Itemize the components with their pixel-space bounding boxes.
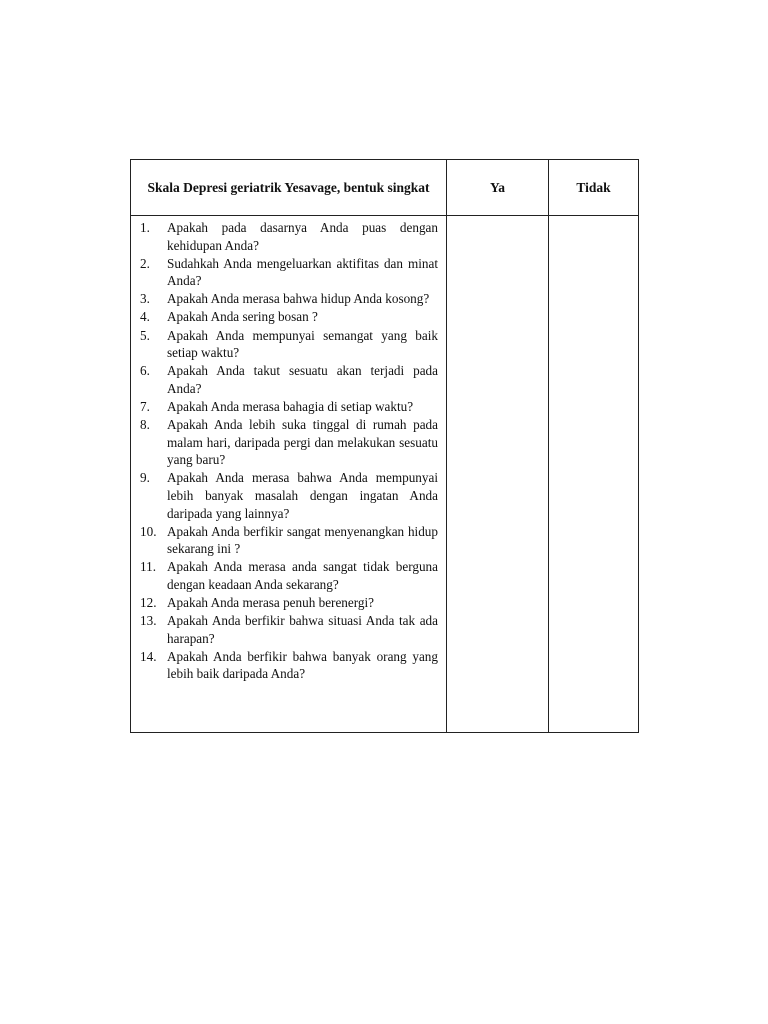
- table-header-row: [131, 160, 639, 216]
- gds-questionnaire-table: [130, 159, 639, 733]
- question-text: Apakah Anda sering bosan ?: [167, 309, 318, 325]
- header-yes: Ya: [447, 160, 549, 216]
- header-no: Tidak: [549, 160, 639, 216]
- list-item: [140, 327, 438, 362]
- list-item: [140, 362, 438, 397]
- table-body-row: [131, 216, 639, 733]
- question-number: 11.: [140, 559, 156, 575]
- question-number: 7.: [140, 398, 150, 414]
- list-item: [140, 612, 438, 647]
- list-item: [140, 648, 438, 683]
- question-number: 9.: [140, 470, 150, 486]
- list-item: [140, 416, 438, 469]
- list-item: [140, 398, 438, 416]
- question-text: Apakah Anda merasa anda sangat tidak berguna dengan keadaan Anda sekarang?: [167, 559, 438, 592]
- question-number: 13.: [140, 613, 157, 629]
- question-text: Apakah Anda merasa bahwa Anda mempunyai lebih banyak masalah dengan ingatan Anda daripada yang lainnya?: [167, 470, 438, 521]
- questions-cell: [131, 216, 447, 733]
- question-number: 8.: [140, 417, 150, 433]
- question-text: Apakah Anda merasa penuh berenergi?: [167, 594, 375, 610]
- list-item: [140, 469, 438, 522]
- yes-answer-cell[interactable]: [447, 216, 549, 733]
- question-number: 3.: [140, 291, 150, 307]
- list-item: [140, 308, 438, 326]
- no-answer-cell[interactable]: [549, 216, 639, 733]
- question-text: Apakah Anda lebih suka tinggal di rumah pada malam hari, daripada pergi dan melakukan sesuatu yang baru?: [167, 417, 438, 468]
- question-number: 10.: [140, 523, 157, 539]
- list-item: [140, 558, 438, 593]
- question-number: 1.: [140, 220, 150, 235]
- question-text: Apakah pada dasarnya Anda puas dengan kehidupan Anda?: [167, 220, 438, 253]
- list-item: [140, 290, 438, 308]
- question-list: [131, 216, 446, 683]
- list-item: [140, 594, 438, 612]
- question-text: Apakah Anda takut sesuatu akan terjadi pada Anda?: [167, 363, 438, 396]
- question-text: Sudahkah Anda mengeluarkan aktifitas dan minat Anda?: [167, 255, 438, 289]
- question-text: Apakah Anda merasa bahwa hidup Anda kosong?: [167, 291, 430, 307]
- list-item: [140, 523, 438, 558]
- question-text: Apakah Anda berfikir sangat menyenangkan hidup sekarang ini ?: [167, 523, 438, 557]
- question-number: 12.: [140, 594, 157, 610]
- question-number: 5.: [140, 327, 150, 343]
- question-text: Apakah Anda berfikir bahwa banyak orang yang lebih baik daripada Anda?: [167, 648, 438, 682]
- question-number: 4.: [140, 309, 150, 325]
- question-text: Apakah Anda merasa bahagia di setiap waktu?: [167, 398, 414, 414]
- header-title: Skala Depresi geriatrik Yesavage, bentuk singkat: [131, 160, 447, 216]
- question-number: 2.: [140, 255, 150, 271]
- question-number: 6.: [140, 363, 150, 379]
- question-number: 14.: [140, 648, 157, 664]
- question-text: Apakah Anda berfikir bahwa situasi Anda tak ada harapan?: [167, 613, 438, 646]
- question-text: Apakah Anda mempunyai semangat yang baik setiap waktu?: [167, 327, 438, 361]
- list-item: [140, 255, 438, 290]
- list-item: [140, 219, 438, 254]
